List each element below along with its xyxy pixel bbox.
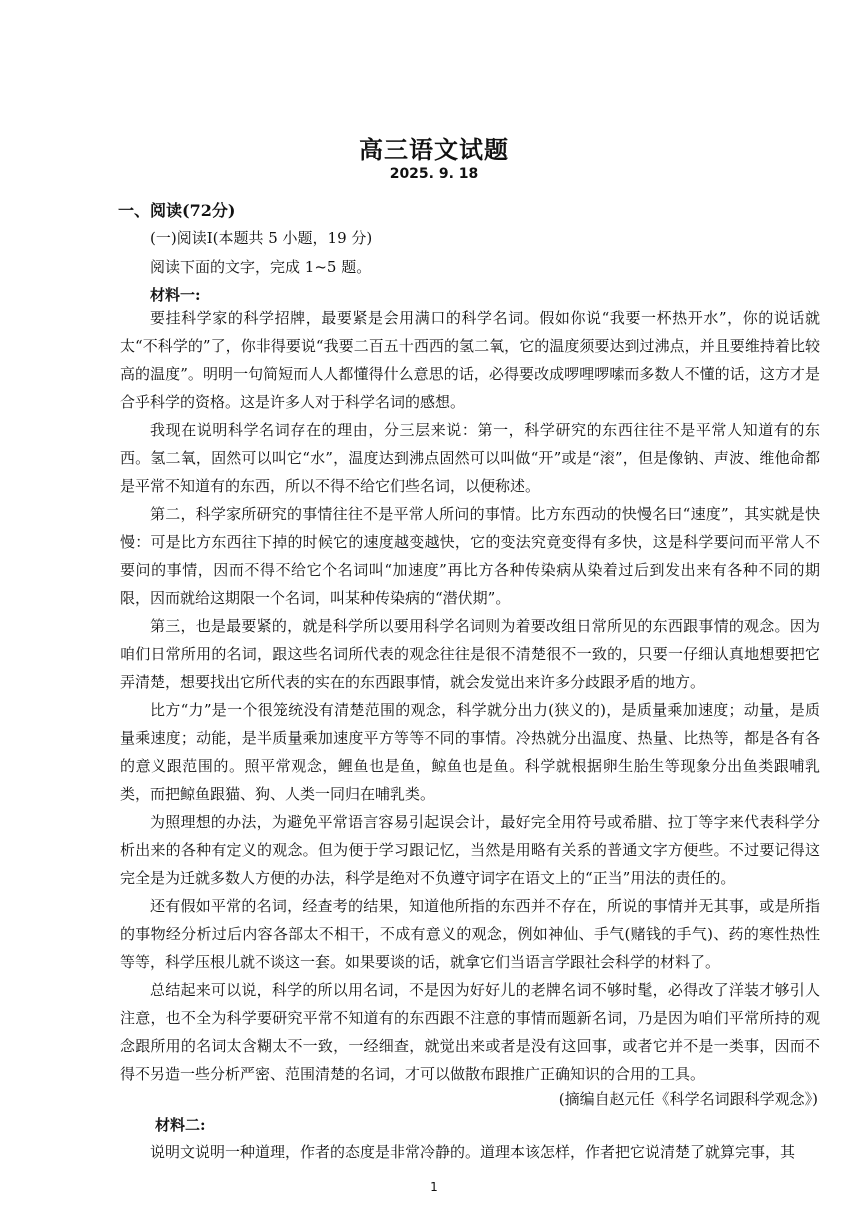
material-two-label: 材料二: — [155, 1116, 206, 1134]
exam-title: 高三语文试题 — [359, 135, 509, 164]
paragraph: 要挂科学家的科学招牌，最要紧是会用满口的科学名词。假如你说“我要一杯热开水”，你的说话就太“不科学的”了，你非得要说“我要二百五十西西的氢二氧，它的温度须要达到过沸点，并且要维持着比较高的温度”。明明一句简短而人人都懂得什么意思的话，必得要改成啰哩啰嗦而多数人不懂的话，这方才是合乎科学的资格。这是许多人对于科学名词的感想。 — [120, 309, 820, 411]
paragraph: 为照理想的办法，为避免平常语言容易引起误会计，最好完全用符号或希腊、拉丁等字来代表科学分析出来的各种有定义的观念。但为便于学习跟记忆，当然是用略有关系的普通文字方便些。不过要记得这完全是为迁就多数人方便的办法，科学是绝对不负遵守词字在语文上的“正当”用法的责任的。 — [120, 813, 820, 887]
sub-section-heading: (一)阅读Ⅰ(本题共 5 小题，19 分) — [150, 229, 373, 247]
section-heading: 一、阅读(72分) — [118, 201, 236, 220]
paragraph: 说明文说明一种道理，作者的态度是非常冷静的。道理本该怎样，作者把它说清楚了就算完事，其 — [150, 1143, 796, 1161]
exam-date: 2025. 9. 18 — [389, 166, 479, 182]
material-two-body — [120, 1138, 820, 1166]
paragraph: 总结起来可以说，科学的所以用名词，不是因为好好儿的老牌名词不够时髦，必得改了洋装才够引人注意，也不全为科学要研究平常不知道有的东西跟不注意的事情而题新名词，乃是因为咱们平常所持的观念跟所用的名词太含糊太不一致，一经细查，就觉出来或者是没有这回事，或者它并不是一类事，因而不得不另造一些分析严密、范围清楚的名词，才可以做散布跟推广正确知识的合用的工具。 — [120, 981, 820, 1083]
paragraph: 第三，也是最要紧的，就是科学所以要用科学名词则为着要改组日常所见的东西跟事情的观念。因为咱们日常所用的名词，跟这些名词所代表的观念往往是很不清楚很不一致的，只要一仔细认真地想要把它弄清楚，想要找出它所代表的实在的东西跟事情，就会发觉出来许多分歧跟矛盾的地方。 — [120, 617, 820, 691]
paragraph: 我现在说明科学名词存在的理由，分三层来说：第一，科学研究的东西往往不是平常人知道有的东西。氢二氧，固然可以叫它“水”，温度达到沸点固然可以叫做“开”或是“滚”，但是像钠、声波、维他命都是平常不知道有的东西，所以不得不给它们些名词，以便称述。 — [120, 421, 820, 495]
paragraph: 第二，科学家所研究的事情往往不是平常人所问的事情。比方东西动的快慢名曰“速度”，其实就是快慢：可是比方东西往下掉的时候它的速度越变越快，它的变法究竟变得有多快，这是科学要问而平常人不要问的事情，因而不得不给它个名词叫“加速度”再比方各种传染病从染着过后到发出来有各种不同的期限，因而就给这期限一个名词，叫某种传染病的“潜伏期”。 — [120, 505, 820, 607]
citation: (摘编自赵元任《科学名词跟科学观念》) — [558, 1090, 818, 1108]
material-one-body — [120, 304, 820, 1088]
material-one-label: 材料一: — [150, 286, 201, 304]
paragraph: 比方“力”是一个很笼统没有清楚范围的观念，科学就分出力(狭义的)，是质量乘加速度；动量，是质量乘速度；动能，是半质量乘加速度平方等等不同的事情。冷热就分出温度、热量、比热等，都是各有各的意义跟范围的。照平常观念，鲤鱼也是鱼，鲸鱼也是鱼。科学就根据卵生胎生等现象分出鱼类跟哺乳类，而把鲸鱼跟猫、狗、人类一同归在哺乳类。 — [120, 701, 820, 803]
instruction-text: 阅读下面的文字，完成 1~5 题。 — [150, 258, 372, 276]
paragraph: 还有假如平常的名词，经查考的结果，知道他所指的东西并不存在，所说的事情并无其事，或是所指的事物经分析过后内容各部太不相干，不成有意义的观念，例如神仙、手气(赌钱的手气)、药的寒性热性等等，科学压根儿就不谈这一套。如果要谈的话，就拿它们当语言学跟社会科学的材料了。 — [120, 897, 820, 971]
page-number: 1 — [430, 1180, 438, 1194]
